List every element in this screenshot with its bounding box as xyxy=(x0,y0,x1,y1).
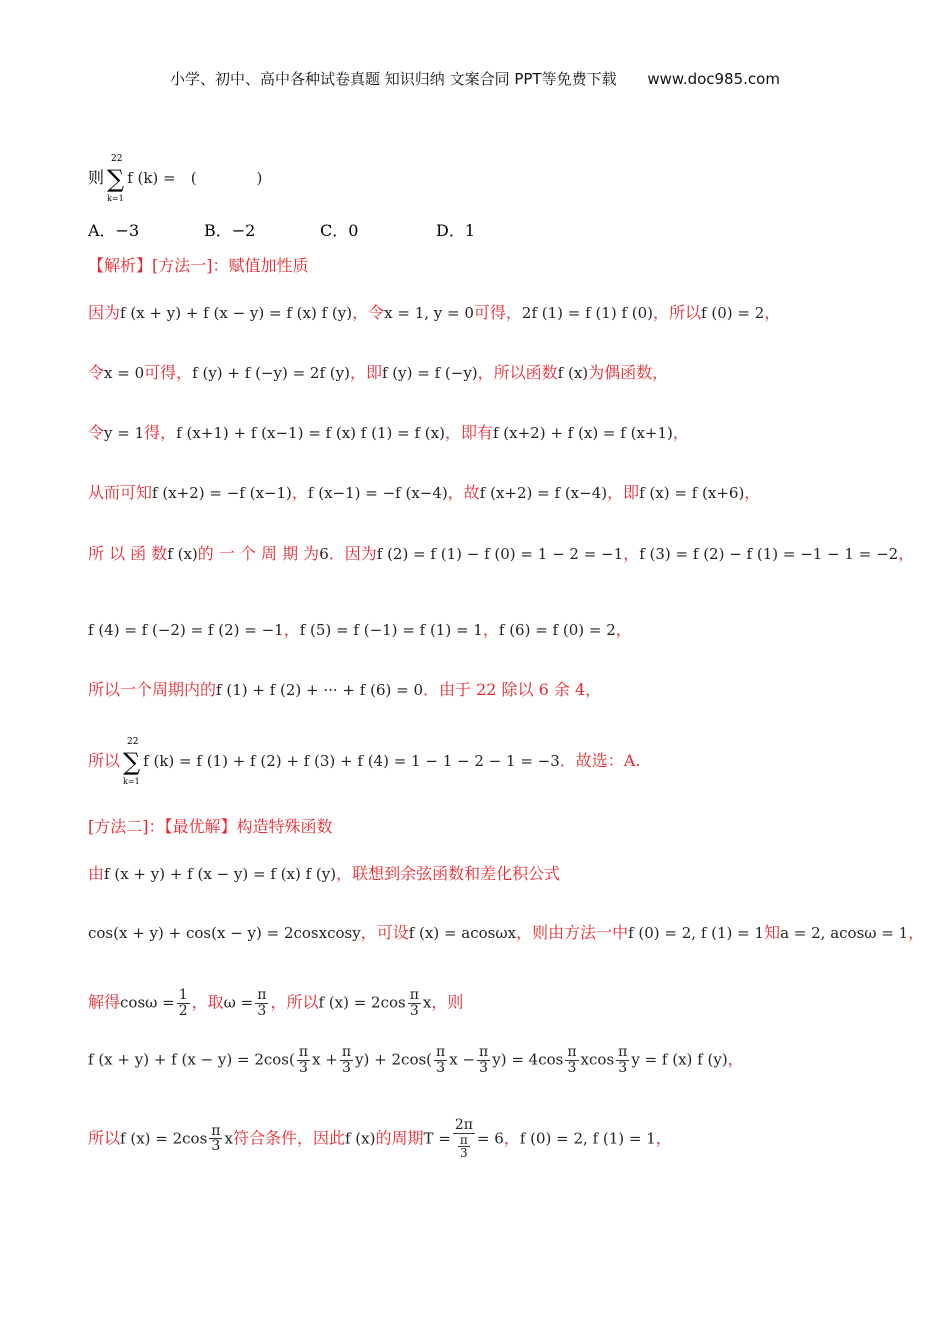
solution-line-13: 所以f (x) = 2cos $\frac{\pi}{3}$ x符合条件，因此f (x)的周期T = $\frac{2\pi}{\frac{\pi}{3}}$ = 6，f (0) = 2, f (1) = 1， xyxy=(88,1117,672,1161)
solution-line-8: 所以 ∑ 22 k=1 f (k) = f (1) + f (2) + f (3) + f (4) = 1 − 1 − 2 − 1 = −3．故选：A. xyxy=(88,736,641,786)
method-one-title: 【解析】[方法一]：赋值加性质 xyxy=(88,256,309,275)
solution-line-4: 从而可知f (x+2) = −f (x−1)，f (x−1) = −f (x−4)，故f (x+2) = f (x−4)，即f (x) = f (x+6)， xyxy=(88,483,761,502)
header-text: 小学、初中、高中各种试卷真题 知识归纳 文案合同 PPT等免费下载 xyxy=(170,70,617,88)
sum-symbol: ∑ 22 k=1 xyxy=(107,153,125,203)
question-stem: 则 ∑ 22 k=1 f (k) = ( ) xyxy=(88,153,263,203)
option-d: D．1 xyxy=(436,221,476,240)
fraction: $\frac{\pi}{3}$ xyxy=(257,987,267,1019)
option-a: A．−3 xyxy=(88,221,140,240)
solution-line-6: f (4) = f (−2) = f (2) = −1，f (5) = f (−1) = f (1) = 1，f (6) = f (0) = 2， xyxy=(88,620,632,639)
option-c: C．0 xyxy=(320,221,359,240)
method-two-title: [方法二]：【最优解】构造特殊函数 xyxy=(88,817,333,836)
solution-line-2: 令x = 0可得，f (y) + f (−y) = 2f (y)，即f (y) = f (−y)，所以函数f (x)为偶函数， xyxy=(88,363,669,382)
solution-line-5: 所 以 函 数f (x)的 一 个 周 期 为6．因为f (2) = f (1) − f (0) = 1 − 2 = −1，f (3) = f (2) − f (1) = −1 − 1 = −2， xyxy=(88,544,915,563)
fraction: $\frac{\pi}{3}$ xyxy=(567,1044,577,1076)
solution-line-1: 因为f (x + y) + f (x − y) = f (x) f (y)，令x = 1, y = 0可得，2f (1) = f (1) f (0)，所以f (0) = 2， xyxy=(88,303,781,322)
fraction: $\frac{\pi}{3}$ xyxy=(479,1044,489,1076)
options-row xyxy=(88,218,552,241)
fraction: $\frac{\pi}{3}$ xyxy=(436,1044,446,1076)
solution-line-3: 令y = 1得，f (x+1) + f (x−1) = f (x) f (1) = f (x)，即有f (x+2) + f (x) = f (x+1)， xyxy=(88,423,689,442)
period-fraction: $\frac{2\pi}{\frac{\pi}{3}}$ xyxy=(454,1117,473,1161)
fraction: $\frac{\pi}{3}$ xyxy=(618,1044,628,1076)
fraction: $\frac{\pi}{3}$ xyxy=(459,1132,468,1161)
header-url: www.doc985.com xyxy=(647,70,780,88)
fraction: $\frac{\pi}{3}$ xyxy=(409,987,419,1019)
fraction: $\frac{\pi}{3}$ xyxy=(341,1044,352,1076)
fraction: $\frac{1}{2}$ xyxy=(178,987,188,1019)
solution-line-12: f (x + y) + f (x − y) = 2cos( $\frac{\pi}{3}$ x + $\frac{\pi}{3}$ y) + 2cos( $\frac{\pi}{3}$ x − $\frac{\pi}{3}$ y) = 4cos $\frac{\pi}{3}$ xcos $\frac{\pi}{3}$ y = f (x) f (y)， xyxy=(88,1044,744,1076)
sum-symbol: ∑ 22 k=1 xyxy=(123,736,141,786)
fraction: $\frac{\pi}{3}$ xyxy=(211,1122,221,1155)
solution-line-9: 由f (x + y) + f (x − y) = f (x) f (y)，联想到余弦函数和差化积公式 xyxy=(88,864,561,883)
solution-line-11: 解得cosω = $\frac{1}{2}$ ，取ω = $\frac{\pi}{3}$ ，所以f (x) = 2cos $\frac{\pi}{3}$ x，则 xyxy=(88,987,464,1019)
option-b: B．−2 xyxy=(204,221,256,240)
fraction: $\frac{\pi}{3}$ xyxy=(298,1044,309,1076)
solution-line-10: cos(x + y) + cos(x − y) = 2cosxcosy，可设f (x) = acosωx，则由方法一中f (0) = 2, f (1) = 1知a = 2, acosω = 1， xyxy=(88,923,925,942)
solution-line-7: 所以一个周期内的f (1) + f (2) + ··· + f (6) = 0．由于 22 除以 6 余 4， xyxy=(88,680,602,699)
page-header xyxy=(0,68,950,89)
